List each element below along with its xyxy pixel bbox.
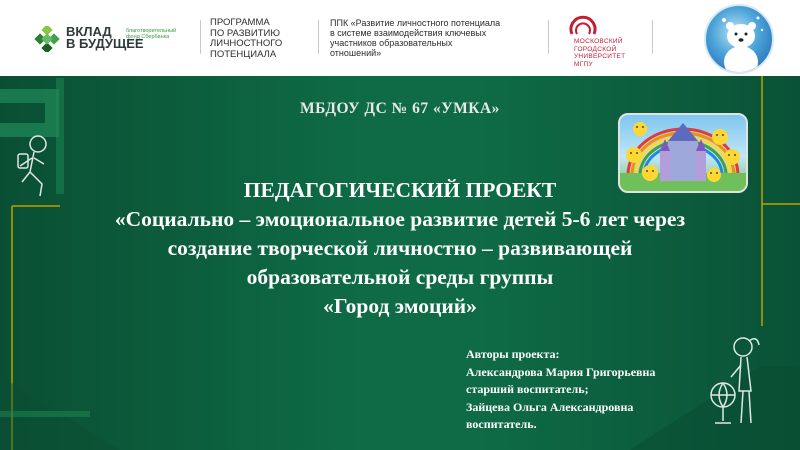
vklad-logo	[34, 24, 204, 54]
diamond-logo-icon	[34, 26, 60, 52]
header-divider	[318, 20, 319, 54]
umka-bear-logo	[704, 4, 774, 74]
vklad-logo-text: ВКЛАД В БУДУЩЕЕ	[66, 24, 144, 51]
title-line: ПЕДАГОГИЧЕСКИЙ ПРОЕКТ	[243, 178, 557, 202]
school-name: МБДОУ ДС № 67 «УМКА»	[300, 100, 500, 117]
university-logo-text: МОСКОВСКИЙ ГОРОДСКОЙ УНИВЕРСИТЕТ МГПУ	[574, 38, 626, 68]
university-logo	[566, 12, 646, 68]
university-emblem-icon	[568, 14, 598, 40]
author-line: воспитатель.	[466, 417, 537, 431]
program-logo-text: ПРОГРАММА ПО РАЗВИТИЮ ЛИЧНОСТНОГО ПОТЕНЦИАЛА	[210, 17, 283, 60]
header-divider	[548, 20, 549, 54]
project-title	[0, 176, 800, 321]
title-line: образовательной среды группы	[246, 265, 554, 289]
author-line: Зайцева Ольга Александровна	[466, 399, 634, 414]
project-authors	[466, 346, 716, 434]
header-bar	[0, 0, 800, 76]
author-line: Авторы проекта:	[466, 347, 560, 361]
title-line: «Город эмоций»	[323, 294, 477, 318]
vklad-logo-subtext: благотворительный фонд Сбербанка	[126, 28, 177, 40]
author-line: Александрова Мария Григорьевна	[466, 364, 656, 379]
title-line: «Социально – эмоциональное развитие детей 5-6 лет через	[114, 207, 686, 231]
header-divider	[652, 20, 653, 54]
title-line: создание творческой личностно – развивающей	[167, 236, 633, 260]
polar-bear-icon	[706, 6, 774, 74]
ppk-logo-text: ППК «Развитие личностного потенциала в системе взаимодействия ключевых участников образовательных отношений»	[330, 18, 501, 58]
header-divider	[200, 20, 201, 54]
author-line: старший воспитатель;	[466, 382, 589, 396]
